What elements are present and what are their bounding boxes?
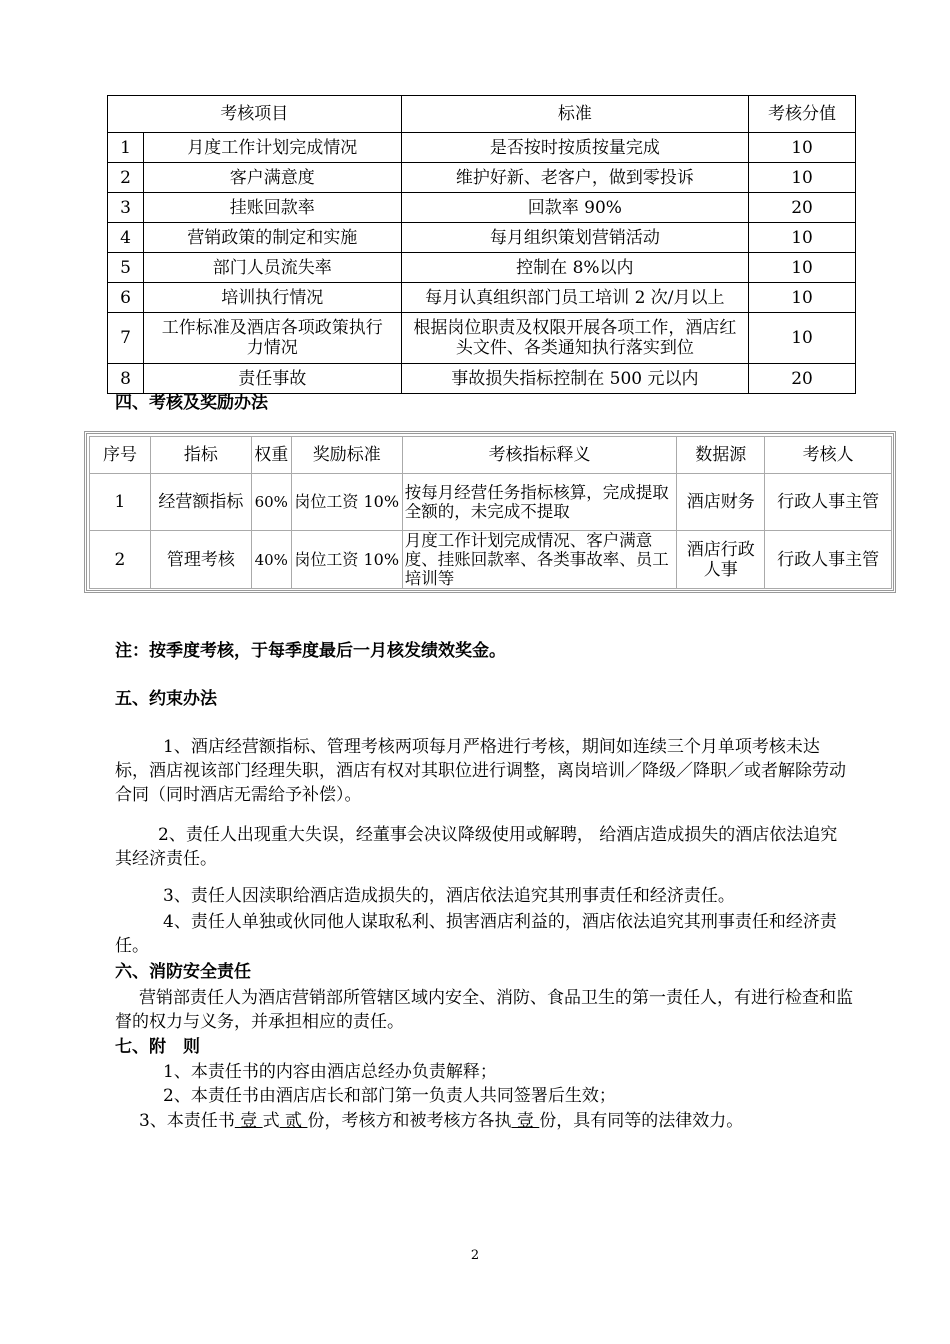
header-score: 考核分值 [749, 96, 856, 133]
row-score: 10 [749, 223, 856, 253]
table-header [108, 96, 856, 133]
table-row [108, 283, 856, 313]
row-source: 酒店财务 [677, 474, 765, 531]
table-header [90, 437, 892, 474]
row-assessor: 行政人事主管 [765, 531, 892, 589]
row-no: 4 [108, 223, 144, 253]
header-weight: 权重 [251, 437, 291, 474]
row-standard: 每月认真组织部门员工培训 2 次/月以上 [401, 283, 749, 313]
reward-table [89, 436, 892, 589]
section7-item-1: 1、本责任书的内容由酒店总经办负责解释； [163, 1062, 497, 1082]
row-score: 10 [749, 283, 856, 313]
row-standard: 是否按时按质按量完成 [401, 133, 749, 163]
row-item: 责任事故 [143, 364, 401, 394]
row-no: 1 [108, 133, 144, 163]
section5-item-1: 1、酒店经营额指标、管理考核两项每月严格进行考核，期间如连续三个月单项考核未达标，酒店视该部门经理失职，酒店有权对其职位进行调整，离岗培训／降级／降职／或者解除劳动合同（同时酒店无需给予补偿）。 [115, 737, 846, 805]
row-standard: 控制在 8%以内 [401, 253, 749, 283]
row-standard: 每月组织策划营销活动 [401, 223, 749, 253]
row-no: 1 [90, 474, 151, 531]
row-no: 3 [108, 193, 144, 223]
row-desc: 按每月经营任务指标核算，完成提取全额的，未完成不提取 [402, 474, 677, 531]
table-row [90, 531, 892, 589]
row-score: 10 [749, 313, 856, 364]
row-item: 营销政策的制定和实施 [143, 223, 401, 253]
assessment-items-table [107, 95, 856, 394]
header-desc: 考核指标释义 [402, 437, 677, 474]
header-standard: 标准 [401, 96, 749, 133]
section6-title: 六、消防安全责任 [115, 962, 251, 982]
item3-text-4: 份，具有同等的法律效力。 [539, 1111, 744, 1131]
row-standard: 回款率 90% [401, 193, 749, 223]
row-score: 10 [749, 133, 856, 163]
row-no: 8 [108, 364, 144, 394]
section5-title: 五、约束办法 [115, 689, 217, 709]
row-item: 培训执行情况 [143, 283, 401, 313]
item3-text-2: 式 [262, 1111, 280, 1131]
row-no: 5 [108, 253, 144, 283]
row-no: 2 [90, 531, 151, 589]
section5-item-2: 2、责任人出现重大失误，经董事会决议降级使用或解聘， 给酒店造成损失的酒店依法追究其经济责任。 [115, 825, 838, 869]
item3-text-1: 3、本责任书 [139, 1111, 235, 1131]
row-no: 2 [108, 163, 144, 193]
note: 注：按季度考核，于每季度最后一月核发绩效奖金。 [115, 641, 506, 661]
row-item: 客户满意度 [143, 163, 401, 193]
section7-item-2: 2、本责任书由酒店店长和部门第一负责人共同签署后生效； [163, 1086, 616, 1106]
reward-table-frame [84, 431, 896, 593]
section4-title: 四、考核及奖励办法 [115, 393, 268, 413]
header-reward: 奖励标准 [291, 437, 402, 474]
row-standard: 维护好新、老客户，做到零投诉 [401, 163, 749, 193]
row-item: 工作标准及酒店各项政策执行力情况 [143, 313, 401, 364]
table-row [90, 474, 892, 531]
row-score: 10 [749, 253, 856, 283]
table-row [108, 364, 856, 394]
row-reward: 岗位工资 10% [291, 474, 402, 531]
row-reward: 岗位工资 10% [291, 531, 402, 589]
header-item: 考核项目 [108, 96, 402, 133]
row-no: 6 [108, 283, 144, 313]
row-source: 酒店行政人事 [677, 531, 765, 589]
item3-copies-total: 贰 [279, 1111, 308, 1131]
row-item: 月度工作计划完成情况 [143, 133, 401, 163]
row-item: 挂账回款率 [143, 193, 401, 223]
row-desc: 月度工作计划完成情况、客户满意度、挂账回款率、各类事故率、员工培训等 [402, 531, 677, 589]
header-source: 数据源 [677, 437, 765, 474]
row-weight: 60% [251, 474, 291, 531]
header-indicator: 指标 [150, 437, 251, 474]
section7-item-3 [139, 1110, 743, 1133]
header-assessor: 考核人 [765, 437, 892, 474]
item3-text-3: 份，考核方和被考核方各执 [307, 1111, 512, 1131]
item3-copies-sets: 壹 [234, 1111, 263, 1131]
row-score: 10 [749, 163, 856, 193]
row-score: 20 [749, 193, 856, 223]
row-no: 7 [108, 313, 144, 364]
table-row [108, 253, 856, 283]
row-indicator: 经营额指标 [150, 474, 251, 531]
row-indicator: 管理考核 [150, 531, 251, 589]
row-item: 部门人员流失率 [143, 253, 401, 283]
row-weight: 40% [251, 531, 291, 589]
table-row [108, 133, 856, 163]
row-standard: 根据岗位职责及权限开展各项工作，酒店红头文件、各类通知执行落实到位 [401, 313, 749, 364]
item3-copies-each: 壹 [511, 1111, 540, 1131]
row-score: 20 [749, 364, 856, 394]
table-row [108, 193, 856, 223]
page-number: 2 [470, 1248, 480, 1263]
row-assessor: 行政人事主管 [765, 474, 892, 531]
table-row [108, 313, 856, 364]
header-no: 序号 [90, 437, 151, 474]
row-standard: 事故损失指标控制在 500 元以内 [401, 364, 749, 394]
table-row [108, 163, 856, 193]
section5-item-3: 3、责任人因渎职给酒店造成损失的，酒店依法追究其刑事责任和经济责任。 [163, 886, 735, 906]
section6-text: 营销部责任人为酒店营销部所管辖区域内安全、消防、食品卫生的第一责任人，有进行检查和监督的权力与义务，并承担相应的责任。 [115, 988, 853, 1032]
table-row [108, 223, 856, 253]
section5-item-4: 4、责任人单独或伙同他人谋取私利、损害酒店利益的，酒店依法追究其刑事责任和经济责任。 [115, 912, 837, 956]
section7-title: 七、附 则 [115, 1037, 200, 1057]
